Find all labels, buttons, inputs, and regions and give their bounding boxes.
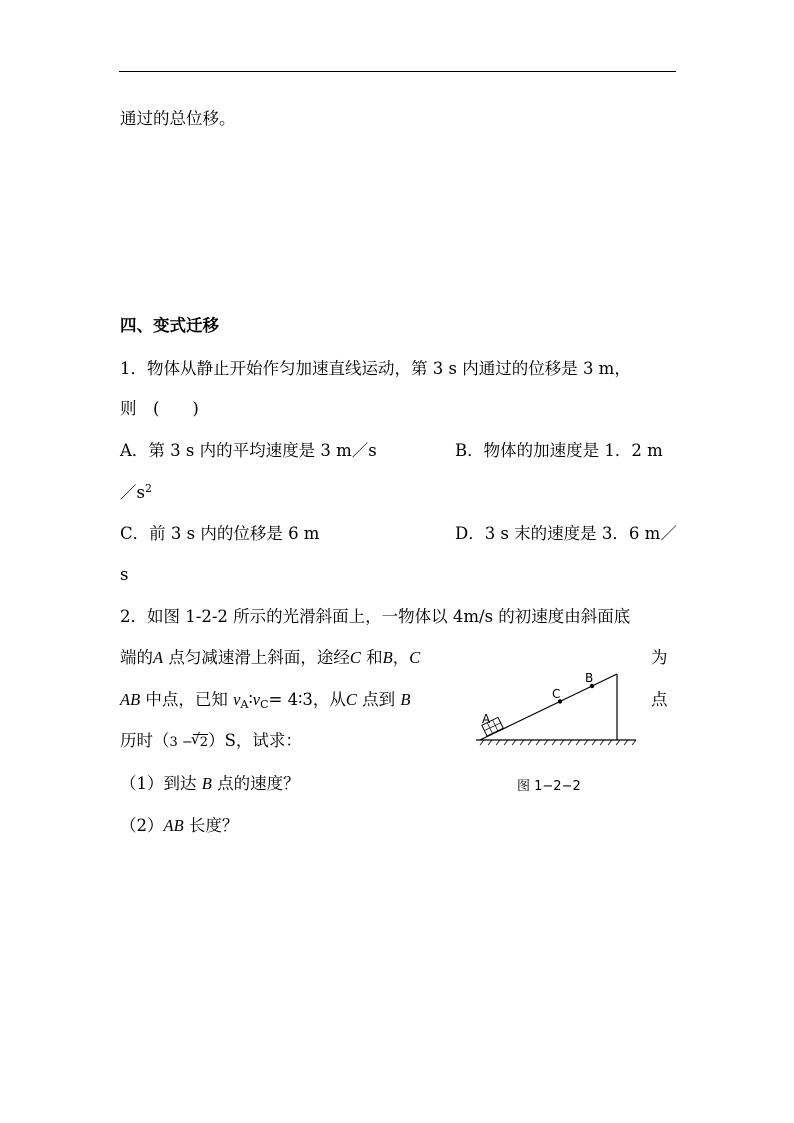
figure-caption: 图 1−2−2 [517,779,581,794]
text-run: 长度？ [183,816,239,835]
text-run: ， [392,648,410,667]
label-a: A [482,712,491,726]
text-run: 点到 [356,690,396,709]
subscript: C [260,698,269,711]
velocity-symbol: v [252,690,261,709]
q1-option-b-cont [120,478,152,504]
subscript: A [240,698,249,711]
text-run: 点的速度？ [211,774,300,793]
q1-option-b: B．物体的加速度是 1．2 m [455,441,663,460]
text-run: 端的 [120,648,153,667]
q1-option-d: D．3 s 末的速度是 3．6 m／ [455,524,677,543]
q2-stem-line3 [120,689,410,716]
sqrt-expression [193,734,208,750]
point-label: B [382,648,393,667]
header-rule [119,71,676,72]
text-run: ）S，试求： [208,731,302,750]
velocity-symbol: v [233,690,241,709]
text-run: （1）到达 [120,774,197,793]
q1-option-b-unit: ／s [120,483,145,502]
label-c: C [552,687,561,701]
q2-line3-right: 点 [651,690,668,709]
q2-stem-line2 [120,647,420,669]
q2-line2-right: 为 [651,648,668,667]
q1-option-d-cont: s [120,565,129,584]
text-run: 历时（ [120,731,170,750]
point-label: C [409,648,421,667]
text-run: 点匀减速滑上斜面，途经 [163,648,350,667]
ground-hatching [480,740,636,745]
q2-subquestion-2 [120,815,238,837]
q1-stem-line1: 1．物体从静止开始作匀加速直线运动，第 3 s 内通过的位移是 3 m， [120,359,631,378]
point-label: A [153,648,164,667]
point-label: C [349,648,361,667]
text-run: （2） [120,816,164,835]
segment-label: AB [120,690,141,709]
q1-stem-line2: 则 ( ) [120,399,199,418]
q1-option-c: C．前 3 s 内的位移是 6 m [120,524,320,543]
point-label: B [400,690,411,709]
incline-surface [480,674,617,740]
q2-subquestion-1 [120,773,300,795]
point-label: B [201,774,212,793]
text-line: 通过的总位移。 [120,109,236,128]
q2-stem-line1: 2．如图 1-2-2 所示的光滑斜面上，一物体以 4m/s 的初速度由斜面底 [120,607,631,626]
q1-option-b-exponent: 2 [144,482,152,495]
segment-label: AB [163,816,184,835]
text-run: = 4∶3，从 [268,690,346,709]
q2-stem-line4 [120,730,302,754]
radicand: 2 [199,735,209,750]
q1-option-a: A．第 3 s 内的平均速度是 3 m／s [120,441,377,460]
math-run: 3 − [169,735,193,750]
text-run: 和 [360,648,383,667]
ratio-sign: ∶ [248,690,253,709]
label-b: B [585,671,594,685]
text-run: 中点，已知 [140,690,228,709]
section-title: 四、变式迁移 [120,316,219,335]
point-label: C [345,690,357,709]
